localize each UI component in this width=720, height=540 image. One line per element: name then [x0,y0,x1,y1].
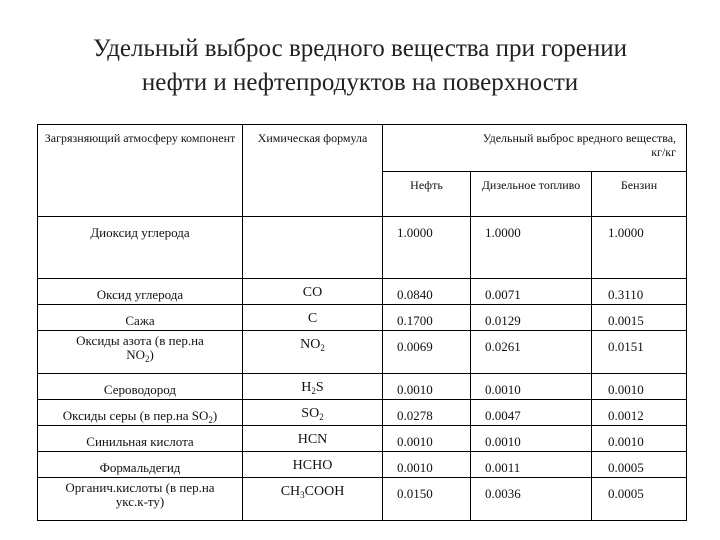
row-gasoline: 0.0151 [592,331,687,374]
table-row [38,279,687,305]
header-specific-emission [383,125,687,172]
table-row [38,305,687,331]
formula-subscript: 2 [320,343,325,353]
row-formula [243,217,383,279]
row-oil: 0.1700 [383,305,471,331]
row-diesel: 0.0261 [471,331,592,374]
formula-subscript: 2 [319,412,324,422]
row-name-part: укс.к-ту) [115,494,165,509]
header-formula: Химическая формула [243,125,383,217]
table-row [38,217,687,279]
row-gasoline: 0.0015 [592,305,687,331]
row-gasoline: 0.0005 [592,452,687,478]
row-name [38,478,243,521]
row-formula: HCN [243,426,383,452]
row-gasoline: 0.0010 [592,374,687,400]
row-formula: C [243,305,383,331]
row-diesel: 0.0010 [471,426,592,452]
row-name [38,331,243,374]
row-name: Формальдегид [38,452,243,478]
header-gasoline: Бензин [592,172,687,217]
row-diesel: 0.0071 [471,279,592,305]
row-name: Диоксид углерода [38,217,243,279]
table-row [38,400,687,426]
emission-table [37,124,687,521]
row-formula: $CH_3COOH$ [243,478,383,521]
row-formula: $NO_2$ [243,331,383,374]
row-name: Оксиды серы (в пер.на $SO_2$) [38,400,243,426]
header-row [38,125,687,172]
table-row [38,374,687,400]
row-diesel: 0.0036 [471,478,592,521]
table-row [38,426,687,452]
row-name: Оксид углерода [38,279,243,305]
row-diesel: 0.0011 [471,452,592,478]
row-diesel: 0.0047 [471,400,592,426]
header-oil: Нефть [383,172,471,217]
table-row [38,331,687,374]
title-line-2: нефти и нефтепродуктов на поверхности [141,69,579,96]
row-name: Синильная кислота [38,426,243,452]
row-oil: 1.0000 [383,217,471,279]
row-oil: 0.0069 [383,331,471,374]
row-formula: CO [243,279,383,305]
row-name-subscript: 2 [144,354,150,364]
row-name-part: ) [149,347,154,362]
table-row [38,452,687,478]
header-diesel: Дизельное топливо [471,172,592,217]
row-oil: 0.0010 [383,426,471,452]
row-gasoline: 0.3110 [592,279,687,305]
row-name-part: Оксиды азота (в пер.на [76,333,204,348]
row-name: Сероводород [38,374,243,400]
slide-title [0,32,720,100]
table-row [38,478,687,521]
row-formula: HCHO [243,452,383,478]
row-name-part: NO [126,347,145,362]
header-component: Загрязняющий атмосферу компонент [38,125,243,217]
row-diesel: 1.0000 [471,217,592,279]
row-gasoline: 0.0005 [592,478,687,521]
row-formula: $SO_2$ [243,400,383,426]
row-name-subscript: 2 [208,415,213,425]
row-gasoline: 0.0010 [592,426,687,452]
row-name-part: Органич.кислоты (в пер.на [65,480,215,495]
row-diesel: 0.0010 [471,374,592,400]
row-oil: 0.0150 [383,478,471,521]
row-oil: 0.0010 [383,452,471,478]
header-specific-line-2: кг/кг [651,145,677,159]
formula-subscript: 3 [300,490,305,500]
row-oil: 0.0840 [383,279,471,305]
row-name: Сажа [38,305,243,331]
row-oil: 0.0278 [383,400,471,426]
formula-subscript: 2 [311,386,316,396]
row-formula: $H_2S$ [243,374,383,400]
title-line-1: Удельный выброс вредного вещества при горении [93,35,627,62]
row-diesel: 0.0129 [471,305,592,331]
row-gasoline: 0.0012 [592,400,687,426]
header-specific-line-1: Удельный выброс вредного вещества, [482,131,677,145]
row-gasoline: 1.0000 [592,217,687,279]
row-oil: 0.0010 [383,374,471,400]
